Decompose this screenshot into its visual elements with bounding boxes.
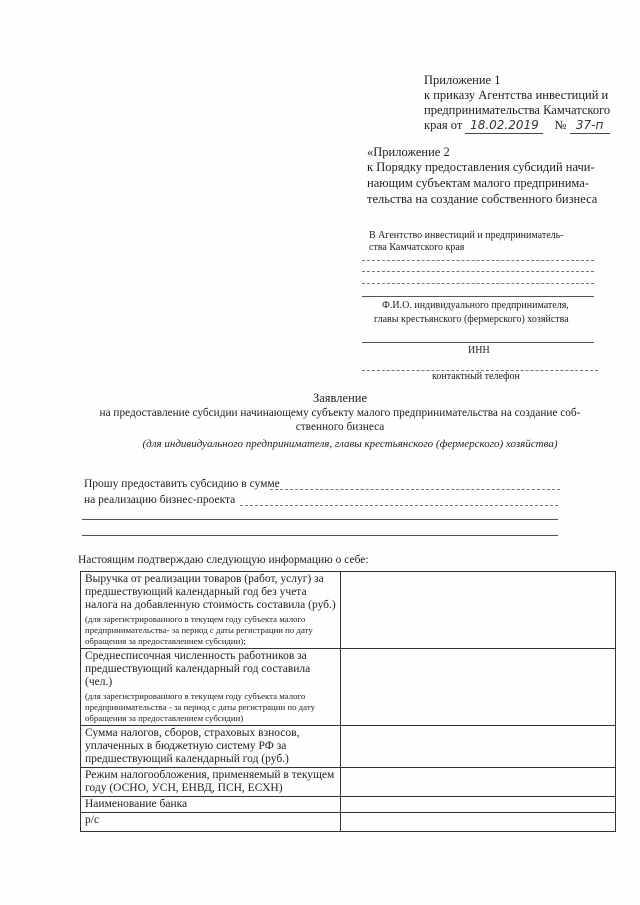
title-subtitle: (для индивидуального предпринимателя, главы крестьянского (фермерского) хозяйства) <box>142 438 558 450</box>
row-label-cell <box>81 768 341 797</box>
appendix1-line1: Приложение 1 <box>424 73 501 87</box>
bank-label: Наименование банка <box>85 798 188 810</box>
appendix2-line2: к Порядку предоставления субсидий начи- <box>367 160 595 174</box>
taxes-label: Сумма налогов, сборов, страховых взносов, уплаченных в бюджетную систему РФ за предшествующий календарный год (руб.) <box>85 727 300 765</box>
title-line2: ственного бизнеса <box>295 421 385 433</box>
table-row-taxes <box>81 726 616 768</box>
employees-label: Среднесписочная численность работников за предшествующий календарный год составила (чел.) <box>85 650 311 688</box>
table-row-bank <box>81 797 616 813</box>
account-value-cell[interactable] <box>341 813 616 832</box>
revenue-label: Выручка от реализации товаров (работ, услуг) за предшествующий календарный год без учета налога на добавленную стоимость составила (руб.) <box>85 573 336 611</box>
subsidy-amount-field[interactable] <box>270 489 560 490</box>
request-label: Прошу предоставить субсидию в сумме <box>84 478 280 490</box>
appendix1-line3: предпринимательства Камчатского <box>424 103 611 117</box>
row-label-cell <box>81 726 341 768</box>
title-line1: на предоставление субсидии начинающему субъекту малого предпринимательства на создание соб- <box>99 407 581 419</box>
fio-caption-2: главы крестьянского (фермерского) хозяйства <box>374 314 569 325</box>
bank-value-cell[interactable] <box>341 797 616 813</box>
appendix1-line2: к приказу Агентства инвестиций и <box>424 88 609 102</box>
addressee-line1: В Агентство инвестиций и предприниматель- <box>369 230 564 241</box>
project-field-3[interactable] <box>82 535 558 536</box>
appendix1-line4 <box>424 118 610 134</box>
revenue-note: (для зарегистрированного в текущем году субъекта малого предпринимательства- за период с даты регистрации по дату обращения за предоставлением субсидии); <box>85 614 313 646</box>
document-heading: Заявление <box>312 391 367 405</box>
tax-regime-label: Режим налогообложения, применяемый в текущем году (ОСНО, УСН, ЕНВД, ПСН, ЕСХН) <box>85 769 335 794</box>
fio-caption-1: Ф.И.О. индивидуального предпринимателя, <box>382 300 569 311</box>
fill-line-fio[interactable] <box>362 296 594 297</box>
revenue-value-cell[interactable] <box>341 572 616 649</box>
phone-caption: контактный телефон <box>432 371 520 382</box>
confirm-label: Настоящим подтверждаю следующую информацию о себе: <box>78 554 369 566</box>
row-label-cell <box>81 649 341 726</box>
tax-regime-value-cell[interactable] <box>341 768 616 797</box>
number-sign: № <box>554 118 567 132</box>
fill-line-addressee-3[interactable] <box>362 283 594 284</box>
table-row-account <box>81 813 616 832</box>
project-label: на реализацию бизнес-проекта <box>84 494 236 506</box>
taxes-value-cell[interactable] <box>341 726 616 768</box>
info-table <box>80 571 616 832</box>
appendix2-line3: нающим субъектам малого предпринима- <box>367 176 589 190</box>
fill-line-inn[interactable] <box>362 342 594 343</box>
appendix2-line4: тельства на создание собственного бизнеса <box>367 192 598 206</box>
table-row-tax-regime <box>81 768 616 797</box>
employees-value-cell[interactable] <box>341 649 616 726</box>
row-label-cell <box>81 813 341 832</box>
appendix1-date-prefix: края от <box>424 118 463 132</box>
row-label-cell <box>81 797 341 813</box>
addressee-line2: ства Камчатского края <box>369 242 465 253</box>
table-row-employees <box>81 649 616 726</box>
appendix2-line1: «Приложение 2 <box>367 145 450 159</box>
appendix1-number: 37-п <box>570 118 610 134</box>
inn-caption: ИНН <box>468 345 490 356</box>
project-field-1[interactable] <box>240 505 558 506</box>
account-label: р/с <box>85 814 100 826</box>
row-label-cell <box>81 572 341 649</box>
fill-line-addressee-1[interactable] <box>362 260 594 261</box>
employees-note: (для зарегистрированного в текущем году субъекта малого предпринимательства - за период с даты регистрации по дату обращения за предоставлением субсидии) <box>85 691 315 723</box>
appendix1-date: 18.02.2019 <box>465 118 543 134</box>
project-field-2[interactable] <box>82 519 558 520</box>
table-row-revenue <box>81 572 616 649</box>
fill-line-addressee-2[interactable] <box>362 271 594 272</box>
